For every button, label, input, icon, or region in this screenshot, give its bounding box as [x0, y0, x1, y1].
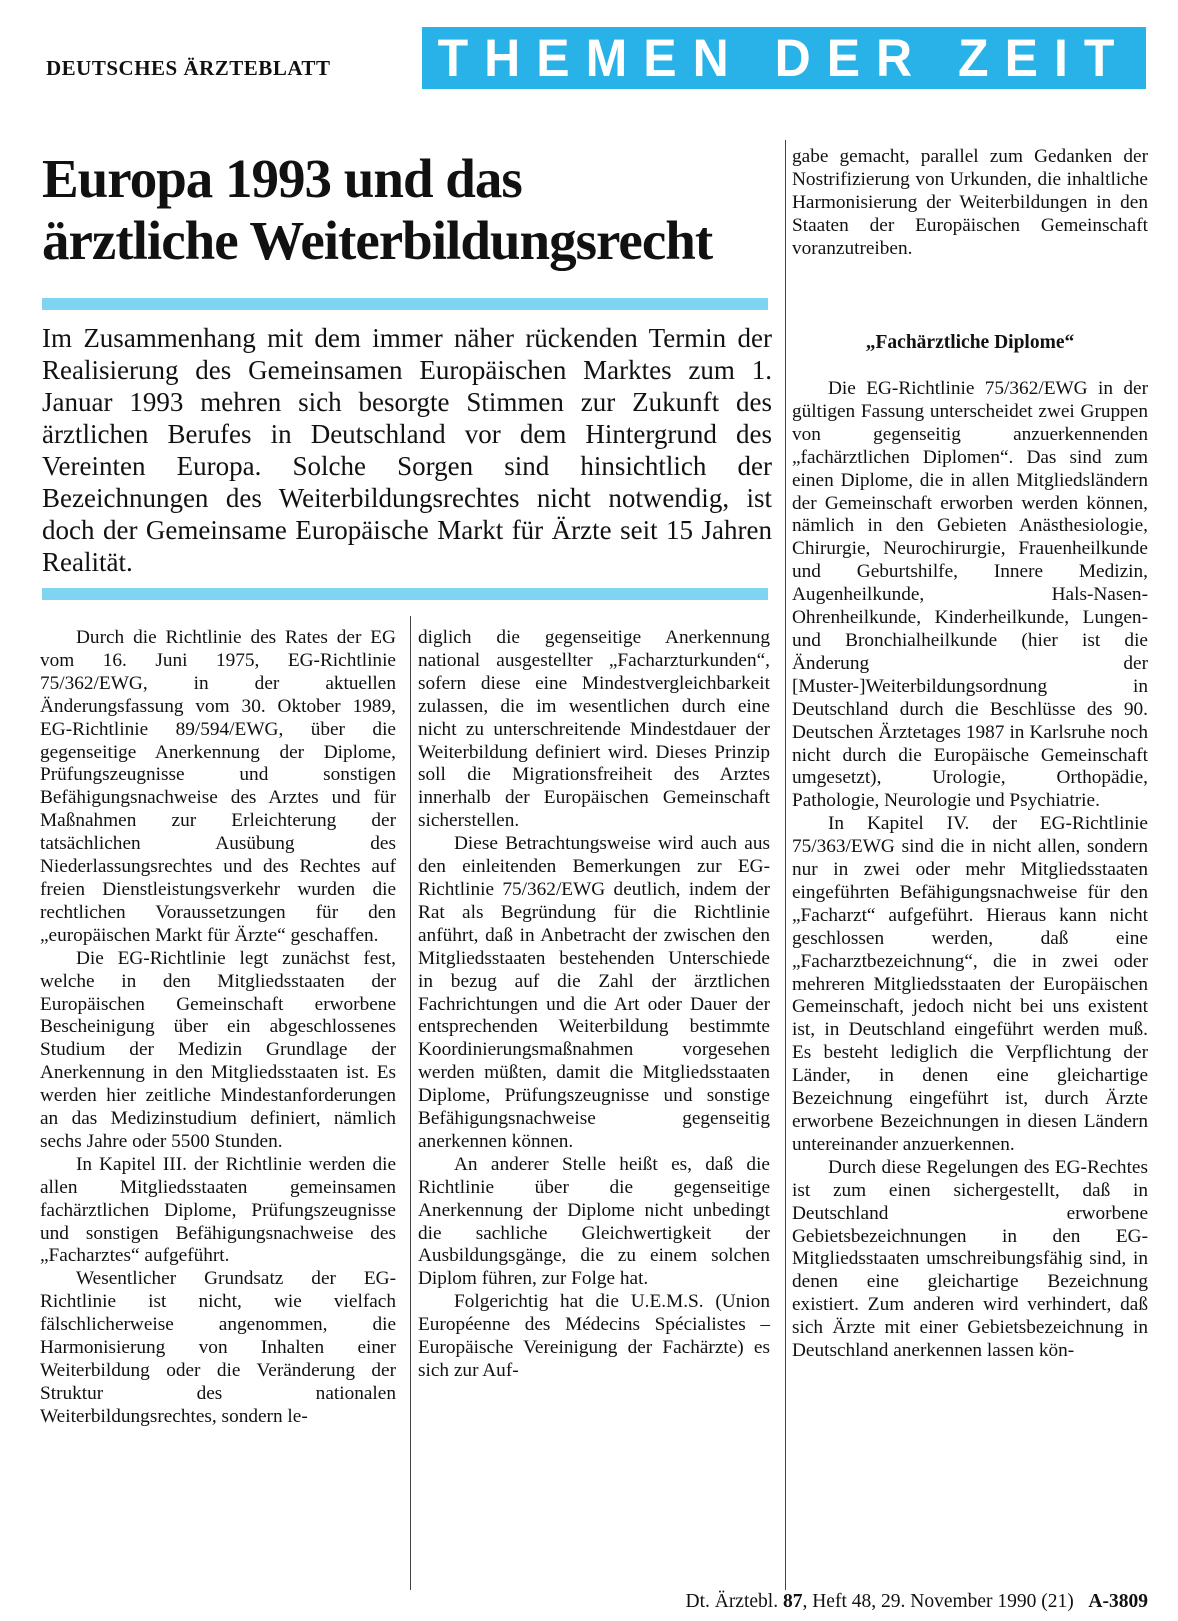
- paragraph: Wesentlicher Grundsatz der EG-Richtlinie ist nicht, wie vielfach fälschlicherweise angenommen, die Harmonisierung von Inhalten einer Weiterbildung oder die Veränderung der Struktur des nationalen Weiterbildungsrechtes, sondern le-: [40, 1268, 396, 1427]
- page-footer: [685, 1591, 1148, 1613]
- paragraph: diglich die gegenseitige Anerkennung national ausgestellter „Facharzturkunden“, sofern diese eine Mindestvergleichbarkeit zulassen, die im wesentlichen durch eine nicht zu unterschreitende Mindestdauer der Weiterbildung definiert wird. Dieses Prinzip soll die Migrationsfreiheit des Arztes innerhalb der Europäischen Gemeinschaft sicherstellen.: [418, 627, 770, 832]
- paragraph: Diese Betrachtungsweise wird auch aus den einleitenden Bemerkungen zur EG-Richtlinie 75/362/EWG deutlich, indem der Rat als Begründung für die Richtlinie anführt, daß in Anbetracht der zwischen den Mitgliedsstaaten bestehenden Unterschiede in bezug auf die Zahl der ärztlichen Fachrichtungen und die Art oder Dauer der entsprechenden Weiterbildung bestimmte Koordinierungsmaßnahmen vorgesehen werden müßten, damit die Mitgliedsstaaten Diplome, Prüfungszeugnisse und sonstige Befähigungsnachweise gegenseitig anerkennen können.: [418, 833, 770, 1152]
- lead-text: Im Zusammenhang mit dem immer näher rückenden Termin der Realisierung des Gemeinsamen Europäischen Marktes zum 1. Januar 1993 mehren sich besorgte Stimmen zur Zukunft des ärztlichen Berufes in Deutschland vor dem Hintergrund des Vereinten Europa. Solche Sorgen sind hinsichtlich der Bezeichnungen des Weiterbildungsrechtes nicht notwendig, ist doch der Gemeinsame Europäische Markt für Ärzte seit 15 Jahren Realität.: [42, 323, 772, 577]
- citation-rest: , Heft 48, 29. November 1990 (21): [802, 1591, 1074, 1612]
- paragraph: In Kapitel IV. der EG-Richtlinie 75/363/EWG sind die in nicht allen, sondern nur in zwei oder mehr Mitgliedsstaaten eingeführten Befähigungsnachweise für den „Facharzt“ aufgeführt. Hieraus kann nicht geschlossen werden, daß eine „Facharztbezeichnung“, die in zwei oder mehreren Mitgliedsstaaten der Europäischen Gemeinschaft, jedoch nicht bei uns existent ist, in Deutschland eingeführt werden muß. Es besteht lediglich die Verpflichtung der Länder, in denen eine gleichartige Bezeichnung eingeführt ist, durch Ärzte erworbene Bezeichnungen in diesen Ländern untereinander anzuerkennen.: [792, 813, 1148, 1155]
- citation-volume: 87: [782, 1591, 803, 1612]
- body-column-2: [418, 627, 770, 1383]
- paragraph: Durch die Richtlinie des Rates der EG vom 16. Juni 1975, EG-Richtlinie 75/362/EWG, in der aktuellen Änderungsfassung vom 30. Oktober 1989, EG-Richtlinie 89/594/EWG, über die gegenseitige Anerkennung der Diplome, Prüfungszeugnisse und sonstigen Befähigungsnachweise des Arztes und für Maßnahmen zur Erleichterung der tatsächlichen Ausübung des Niederlassungsrechtes und des Rechtes auf freien Dienstleistungsverkehr wurden die rechtlichen Voraussetzungen für den „europäischen Markt für Ärzte“ geschaffen.: [40, 627, 396, 946]
- lead-paragraph: [42, 322, 772, 578]
- body-column-1: [40, 627, 396, 1429]
- paragraph: Durch diese Regelungen des EG-Rechtes ist zum einen sichergestellt, daß in Deutschland erworbene Gebietsbezeichnungen in den EG-Mitgliedsstaaten umschreibungsfähig sind, in denen eine gleichartige Bezeichnung existiert. Zum anderen wird verhindert, daß sich Ärzte mit einer Gebietsbezeichnung in Deutschland anerkennen lassen kön-: [792, 1156, 1148, 1362]
- paragraph: gabe gemacht, parallel zum Gedanken der Nostrifizierung von Urkunden, die inhaltliche Harmonisierung der Weiterbildungen in den Staaten der Europäischen Gemeinschaft voranzutreiben.: [792, 146, 1148, 259]
- section-heading: „Fachärztliche Diplome“: [865, 332, 1075, 353]
- paragraph: An anderer Stelle heißt es, daß die Richtlinie über die gegenseitige Anerkennung der Diplome nicht unbedingt die sachliche Gleichwertigkeit der Ausbildungsgänge, die zu einem solchen Diplom führen, zur Folge hat.: [418, 1153, 770, 1290]
- paragraph: Die EG-Richtlinie 75/362/EWG in der gültigen Fassung unterscheidet zwei Gruppen von gegenseitig anzuerkennenden „fachärztlichen Diplomen“. Das sind zum einen Diplome, die in allen Mitgliedsländern der Gemeinschaft erworben werden können, nämlich in den Gebieten Anästhesiologie, Chirurgie, Neurochirurgie, Frauenheilkunde und Geburtshilfe, Innere Medizin, Augenheilkunde, Hals-Nasen-Ohrenheilkunde, Kinderheilkunde, Lungen- und Bronchialheilkunde (hier ist die Änderung der [Muster-]Weiterbildungsordnung in Deutschland durch die Beschlüsse des 90. Deutschen Ärztetages 1987 in Karlsruhe noch nicht durch die Europäische Gemeinschaft umgesetzt), Urologie, Orthopädie, Pathologie, Neurologie und Psychiatrie.: [792, 378, 1148, 812]
- body-column-3-top: [792, 146, 1148, 261]
- page-number: A-3809: [1088, 1591, 1148, 1612]
- paragraph: Die EG-Richtlinie legt zunächst fest, welche in den Mitgliedsstaaten der Europäischen Gemeinschaft erworbene Bescheinigung über ein abgeschlossenes Studium der Medizin Grundlage der Anerkennung in den Mitgliedsstaaten ist. Es werden hier zeitliche Mindestanforderungen an das Medizinstudium definiert, nämlich sechs Jahre oder 5500 Stunden.: [40, 947, 396, 1152]
- column-divider: [410, 616, 411, 1590]
- section-banner-label: THEMEN DER ZEIT: [437, 28, 1131, 88]
- title-line-2: ärztliche Weiterbildungsrecht: [42, 210, 713, 271]
- article-title: [42, 148, 782, 272]
- lead-top-rule: [42, 298, 768, 310]
- section-banner: [422, 27, 1146, 89]
- paragraph: In Kapitel III. der Richtlinie werden die allen Mitgliedsstaaten gemeinsamen fachärztlichen Diplome, Prüfungszeugnisse und sonstigen Befähigungsnachweise des „Facharztes“ aufgeführt.: [40, 1153, 396, 1267]
- column-divider: [785, 140, 786, 1590]
- paragraph: Folgerichtig hat die U.E.M.S. (Union Européenne des Médecins Spécialistes – Europäische Vereinigung der Fachärzte) es sich zur Auf-: [418, 1291, 770, 1381]
- journal-name: DEUTSCHES ÄRZTEBLATT: [46, 56, 331, 80]
- lead-bottom-rule: [42, 588, 768, 600]
- body-column-3: [792, 378, 1148, 1363]
- citation-prefix: Dt. Ärztebl.: [685, 1591, 783, 1612]
- title-line-1: Europa 1993 und das: [42, 148, 522, 209]
